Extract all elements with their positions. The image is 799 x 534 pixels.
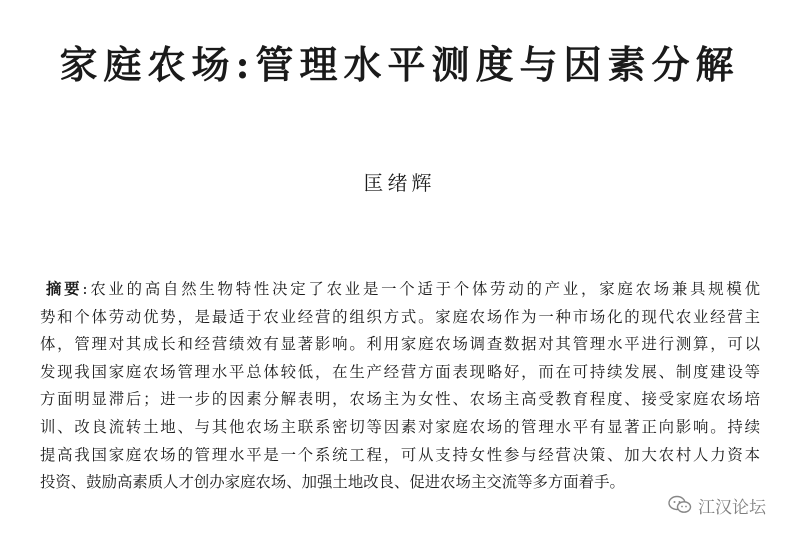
abstract-line: 训、改良流转土地、与其他农场主联系密切等因素对家庭农场的管理水平有显著正向影响。持续 <box>40 417 760 436</box>
abstract <box>40 276 760 497</box>
abstract-line: 发现我国家庭农场管理水平总体较低，在生产经营方面表现略好，而在可持续发展、制度建设等 <box>40 362 760 381</box>
abstract-line: 投资、鼓励高素质人才创办家庭农场、加强土地改良、促进农场主交流等多方面着手。 <box>40 473 625 492</box>
abstract-line: 方面明显滞后；进一步的因素分解表明，农场主为女性、农场主高受教育程度、接受家庭农场培 <box>40 390 760 409</box>
abstract-line: 摘要:农业的高自然生物特性决定了农业是一个适于个体劳动的产业，家庭农场兼具规模优 <box>46 280 760 298</box>
abstract-line: 势和个体劳动优势，是最适于农业经营的组织方式。家庭农场作为一种市场化的现代农业经营主 <box>40 307 760 326</box>
wechat-icon <box>668 495 692 515</box>
paper-author: 匡绪辉 <box>363 171 436 195</box>
watermark <box>668 492 766 518</box>
abstract-line: 提高我国家庭农场的管理水平是一个系统工程，可从支持女性参与经营决策、加大农村人力资本 <box>40 445 760 464</box>
abstract-line: 体，管理对其成长和经营绩效有显著影响。利用家庭农场调查数据对其管理水平进行测算，可以 <box>40 335 760 354</box>
abstract-label: 摘要 <box>46 280 83 298</box>
watermark-text: 江汉论坛 <box>698 497 766 518</box>
paper-title: 家庭农场:管理水平测度与因素分解 <box>59 42 740 87</box>
